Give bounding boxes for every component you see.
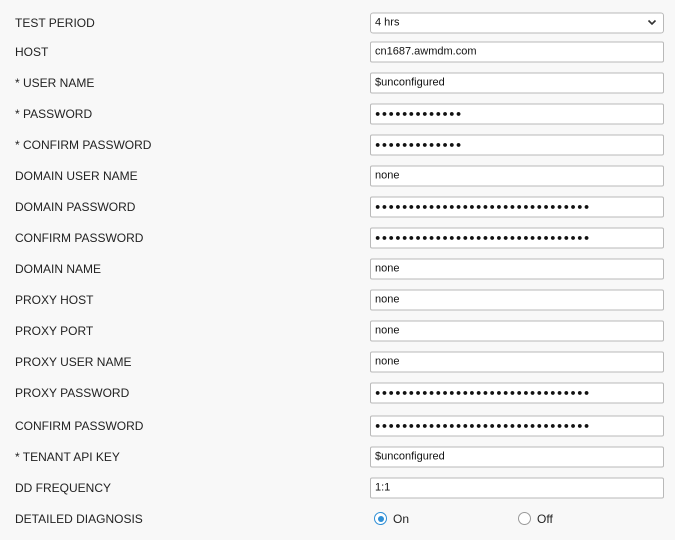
row-domain-user-name [0,160,675,191]
row-user-name [0,67,675,98]
domain-password-label: DOMAIN PASSWORD [15,199,136,214]
row-host [0,36,675,67]
domain-password-input[interactable]: ●●●●●●●●●●●●●●●●●●●●●●●●●●●●●●●● [370,196,664,217]
row-proxy-port [0,315,675,346]
row-domain-password [0,191,675,222]
proxy-host-label: PROXY HOST [15,292,94,307]
row-proxy-user-name [0,346,675,377]
diagnosis-on-label: On [393,511,410,526]
diagnosis-off-radio[interactable] [518,512,531,525]
diagnosis-on-option[interactable] [374,509,409,529]
domain-name-label: DOMAIN NAME [15,261,102,276]
domain-user-name-input[interactable]: none [370,165,664,186]
diagnosis-off-option[interactable] [518,509,553,529]
confirm-password-label: * CONFIRM PASSWORD [15,137,152,152]
test-period-value: 4 hrs [375,16,400,28]
proxy-user-name-input[interactable]: none [370,351,664,372]
tenant-api-key-label: * TENANT API KEY [15,449,120,464]
row-tenant-api-key [0,441,675,472]
proxy-host-input[interactable]: none [370,289,664,310]
password-input[interactable]: ●●●●●●●●●●●●● [370,103,664,124]
test-period-select[interactable] [370,12,664,33]
row-domain-name [0,253,675,284]
row-detailed-diagnosis [0,503,675,534]
detailed-diagnosis-label: DETAILED DIAGNOSIS [15,511,143,526]
proxy-confirm-password-input[interactable]: ●●●●●●●●●●●●●●●●●●●●●●●●●●●●●●●● [370,415,664,436]
confirm-password-input[interactable]: ●●●●●●●●●●●●● [370,134,664,155]
row-domain-confirm-password [0,222,675,253]
tenant-api-key-input[interactable]: $unconfigured [370,446,664,467]
diagnosis-on-radio[interactable] [374,512,387,525]
proxy-password-label: PROXY PASSWORD [15,385,130,400]
host-label: HOST [15,44,49,59]
row-proxy-password [0,377,675,408]
domain-confirm-password-input[interactable]: ●●●●●●●●●●●●●●●●●●●●●●●●●●●●●●●● [370,227,664,248]
domain-name-input[interactable]: none [370,258,664,279]
domain-user-name-label: DOMAIN USER NAME [15,168,138,183]
proxy-user-name-label: PROXY USER NAME [15,354,132,369]
row-password [0,98,675,129]
proxy-port-label: PROXY PORT [15,323,94,338]
domain-confirm-password-label: CONFIRM PASSWORD [15,230,144,245]
test-period-label: TEST PERIOD [15,15,95,30]
user-name-input[interactable]: $unconfigured [370,72,664,93]
host-input[interactable]: cn1687.awmdm.com [370,41,664,62]
row-proxy-confirm-password [0,410,675,441]
row-dd-frequency [0,472,675,503]
row-test-period [0,7,675,38]
proxy-confirm-password-label: CONFIRM PASSWORD [15,418,144,433]
dd-frequency-input[interactable]: 1:1 [370,477,664,498]
dd-frequency-label: DD FREQUENCY [15,480,112,495]
row-proxy-host [0,284,675,315]
user-name-label: * USER NAME [15,75,95,90]
proxy-port-input[interactable]: none [370,320,664,341]
proxy-password-input[interactable]: ●●●●●●●●●●●●●●●●●●●●●●●●●●●●●●●● [370,382,664,403]
diagnosis-off-label: Off [537,511,553,526]
password-label: * PASSWORD [15,106,93,121]
chevron-down-icon [647,17,657,27]
row-confirm-password [0,129,675,160]
